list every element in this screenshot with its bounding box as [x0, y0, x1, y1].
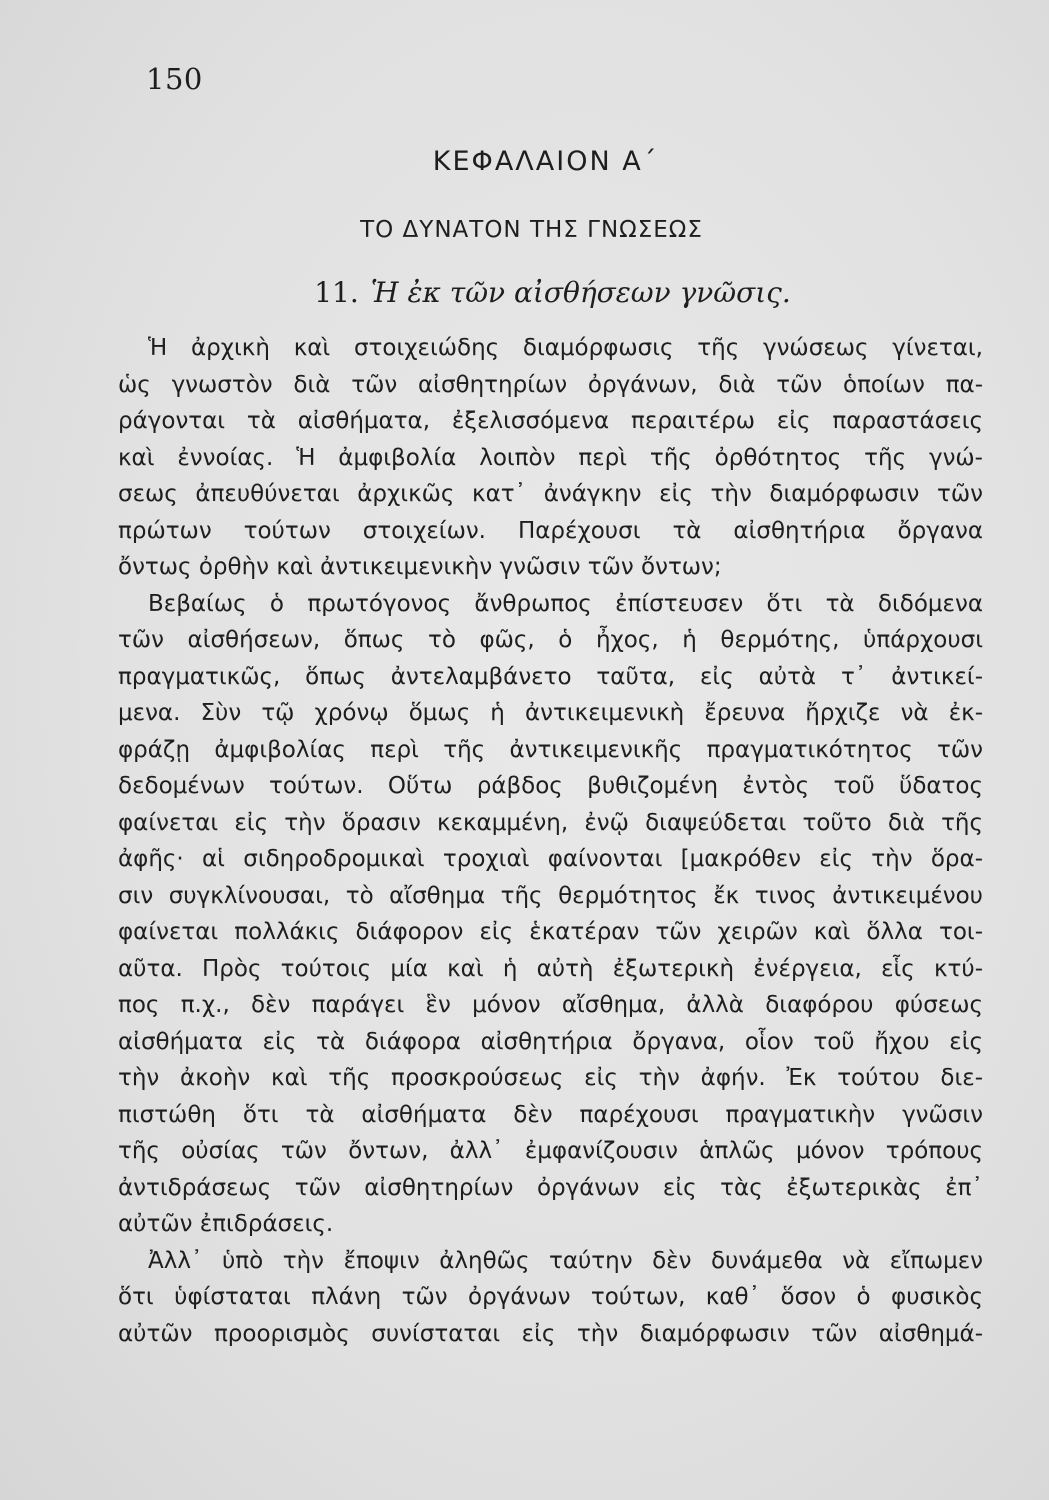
text-line: ὄντως ὀρθὴν καὶ ἀντικειμενικὴν γνῶσιν τῶν ὄντων;	[118, 554, 722, 580]
text-line: αὐτῶν προορισμὸς συνίσταται εἰς τὴν διαμόρφωσιν τῶν αἰσθημά-	[118, 1320, 983, 1347]
text-line: τὴν ἀκοὴν καὶ τῆς προσκρούσεως εἰς τὴν ἀφήν. Ἐκ τούτου διε-	[118, 1065, 983, 1091]
text-line: Ἡ ἀρχικὴ καὶ στοιχειώδης διαμόρφωσις τῆς γνώσεως γίνεται,	[148, 335, 983, 361]
text-line: μενα. Σὺν τῷ χρόνῳ ὅμως ἡ ἀντικειμενικὴ ἔρευνα ἤρχιζε νὰ ἐκ-	[118, 700, 983, 726]
section-number: 11.	[314, 276, 359, 309]
text-line: πιστώθη ὅτι τὰ αἰσθήματα δὲν παρέχουσι πραγματικὴν γνῶσιν	[118, 1101, 983, 1128]
text-line: πος π.χ., δὲν παράγει ἓν μόνον αἴσθημα, ἀλλὰ διαφόρου φύσεως	[118, 992, 983, 1018]
text-line: τῶν αἰσθήσεων, ὅπως τὸ φῶς, ὁ ἦχος, ἡ θερμότης, ὑπάρχουσι	[118, 627, 983, 653]
text-line: πραγματικῶς, ὅπως ἀντελαμβάνετο ταῦτα, εἰς αὐτὰ τ᾽ ἀντικεί-	[118, 663, 983, 690]
text-line: Βεβαίως ὁ πρωτόγονος ἄνθρωπος ἐπίστευσεν ὅτι τὰ διδόμενα	[148, 590, 983, 617]
text-line: ἀντιδράσεως τῶν αἰσθητηρίων ὀργάνων εἰς τὰς ἐξωτερικὰς ἐπ᾽	[118, 1174, 983, 1201]
text-line: ὅτι ὑφίσταται πλάνη τῶν ὀργάνων τούτων, καθ᾽ ὅσον ὁ φυσικὸς	[118, 1284, 983, 1310]
section-title: Ἡ ἐκ τῶν αἰσθήσεων γνῶσις.	[370, 276, 791, 309]
text-line: ράγονται τὰ αἰσθήματα, ἐξελισσόμενα περαιτέρω εἰς παραστάσεις	[118, 408, 983, 434]
text-line: φαίνεται πολλάκις διάφορον εἰς ἑκατέραν τῶν χειρῶν καὶ ὅλλα τοι-	[118, 919, 983, 945]
chapter-subtitle: ΤΟ ΔΥΝΑΤΟΝ ΤΗΣ ΓΝΩΣΕΩΣ	[360, 217, 703, 243]
text-line: δεδομένων τούτων. Οὕτω ράβδος βυθιζομένη ἐντὸς τοῦ ὕδατος	[118, 773, 983, 799]
chapter-heading: ΚΕΦΑΛΑΙΟΝ Α΄	[432, 146, 659, 177]
text-line: σεως ἀπευθύνεται ἀρχικῶς κατ᾽ ἀνάγκην εἰς τὴν διαμόρφωσιν τῶν	[118, 481, 983, 507]
text-line: ἀφῆς· αἱ σιδηροδρομικαὶ τροχιαὶ φαίνονται [μακρόθεν εἰς τὴν ὅρα-	[118, 846, 983, 872]
text-line: φράζῃ ἀμφιβολίας περὶ τῆς ἀντικειμενικῆς πραγματικότητος τῶν	[118, 736, 983, 763]
section-heading	[0, 276, 1049, 309]
body-text	[118, 330, 983, 1352]
text-line: αὐτῶν ἐπιδράσεις.	[118, 1211, 334, 1237]
text-line: σιν συγκλίνουσαι, τὸ αἴσθημα τῆς θερμότητος ἔκ τινος ἀντικειμένου	[118, 882, 983, 909]
text-line: ὡς γνωστὸν διὰ τῶν αἰσθητηρίων ὀργάνων, διὰ τῶν ὁποίων πα-	[118, 371, 983, 398]
text-line: καὶ ἐννοίας. Ἡ ἀμφιβολία λοιπὸν περὶ τῆς ὀρθότητος τῆς γνώ-	[118, 444, 983, 471]
text-line: τῆς οὐσίας τῶν ὄντων, ἀλλ᾽ ἐμφανίζουσιν ἁπλῶς μόνον τρόπους	[118, 1138, 983, 1164]
text-line: φαίνεται εἰς τὴν ὅρασιν κεκαμμένη, ἐνῷ διαψεύδεται τοῦτο διὰ τῆς	[118, 809, 983, 836]
text-line: αἰσθήματα εἰς τὰ διάφορα αἰσθητήρια ὄργανα, οἷον τοῦ ἤχου εἰς	[118, 1028, 983, 1055]
text-line: Ἀλλ᾽ ὑπὸ τὴν ἔποψιν ἀληθῶς ταύτην δὲν δυνάμεθα νὰ εἴπωμεν	[148, 1247, 983, 1274]
page-number: 150	[146, 62, 203, 96]
text-line: αῦτα. Πρὸς τούτοις μία καὶ ἡ αὐτὴ ἐξωτερικὴ ἐνέργεια, εἷς κτύ-	[118, 955, 983, 982]
text-line: πρώτων τούτων στοιχείων. Παρέχουσι τὰ αἰσθητήρια ὄργανα	[118, 517, 983, 544]
